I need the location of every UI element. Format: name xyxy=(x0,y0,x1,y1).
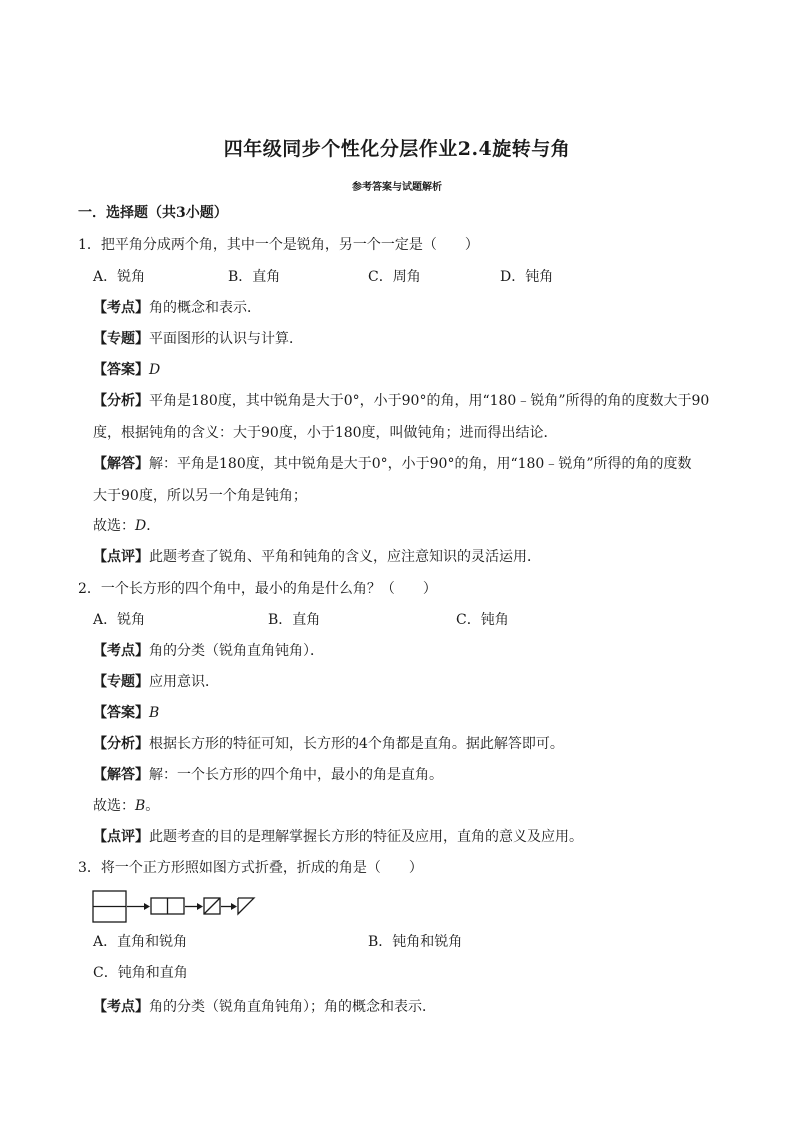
q1-fenxi xyxy=(93,391,709,411)
q1-guxuan xyxy=(93,516,160,536)
q2-option-a: A．锐角 xyxy=(93,612,146,628)
q2-fenxi-text: 根据长方形的特征可知，长方形的4个角都是直角。据此解答即可。 xyxy=(149,736,564,752)
q2-stem: 2．一个长方形的四个角中，最小的角是什么角？（ ） xyxy=(78,581,437,597)
folding-diagram xyxy=(92,890,272,924)
q2-jieda xyxy=(93,765,443,785)
q3-option-b: B．钝角和锐角 xyxy=(368,934,463,950)
section-heading: 一．选择题（共3小题） xyxy=(78,205,228,221)
q2-daan-tag: 【答案】 xyxy=(93,705,149,721)
q1-guxuan-answer: D xyxy=(135,518,147,534)
q1-daan-text: D xyxy=(149,362,161,378)
q1-option-d: D．钝角 xyxy=(500,269,554,285)
q1-option-a: A．锐角 xyxy=(93,269,146,285)
q2-dianping-tag: 【点评】 xyxy=(93,829,149,845)
q2-kaodian-text: 角的分类（锐角直角钝角）． xyxy=(149,643,324,659)
q1-jieda xyxy=(93,454,691,474)
q1-dianping xyxy=(93,547,541,567)
q2-kaodian-tag: 【考点】 xyxy=(93,643,149,659)
q1-zhuanti-tag: 【专题】 xyxy=(93,331,149,347)
q1-jieda-cont: 大于90度，所以另一个角是钝角； xyxy=(93,488,307,504)
q2-option-b: B．直角 xyxy=(268,612,321,628)
q1-option-c: C．周角 xyxy=(368,269,421,285)
q1-daan xyxy=(93,360,160,380)
arrow-icon xyxy=(221,903,237,910)
square-folded-half-figure xyxy=(93,891,126,922)
q1-jieda-text: 解：平角是180度，其中锐角是大于0°，小于90°的角，用“180﹣锐角”所得的角的度数 xyxy=(149,456,692,472)
q2-zhuanti-tag: 【专题】 xyxy=(93,674,149,690)
q1-zhuanti-text: 平面图形的认识与计算． xyxy=(149,331,303,347)
q2-dianping xyxy=(93,827,583,847)
q1-kaodian-text: 角的概念和表示． xyxy=(149,300,261,316)
q1-zhuanti xyxy=(93,329,303,349)
q2-jieda-tag: 【解答】 xyxy=(93,767,149,783)
q2-fenxi xyxy=(93,734,564,754)
q2-guxuan-label: 故选： xyxy=(93,798,135,814)
q3-kaodian-tag: 【考点】 xyxy=(93,999,149,1015)
q1-dianping-text: 此题考查了锐角、平角和钝角的含义，应注意知识的灵活运用． xyxy=(149,549,541,565)
q3-option-a: A．直角和锐角 xyxy=(93,934,188,950)
folded-triangle-figure xyxy=(238,898,254,914)
q2-zhuanti xyxy=(93,672,219,692)
arrow-icon xyxy=(185,903,203,910)
q1-fenxi-tag: 【分析】 xyxy=(93,393,149,409)
arrow-icon xyxy=(127,903,150,910)
q2-dianping-text: 此题考查的目的是理解掌握长方形的特征及应用，直角的意义及应用。 xyxy=(149,829,583,845)
q1-guxuan-end: ． xyxy=(146,518,161,534)
q2-fenxi-tag: 【分析】 xyxy=(93,736,149,752)
q2-option-c: C．钝角 xyxy=(456,612,509,628)
q3-kaodian-text: 角的分类（锐角直角钝角）；角的概念和表示． xyxy=(149,999,436,1015)
q1-kaodian-tag: 【考点】 xyxy=(93,300,149,316)
q1-stem: 1．把平角分成两个角，其中一个是锐角，另一个一定是（ ） xyxy=(78,237,479,253)
q2-daan xyxy=(93,703,159,723)
rectangle-two-squares-figure xyxy=(151,898,184,914)
q1-guxuan-label: 故选： xyxy=(93,518,135,534)
q2-guxuan xyxy=(93,796,159,816)
q3-option-c: C．钝角和直角 xyxy=(93,965,188,981)
document-subtitle: 参考答案与试题解析 xyxy=(352,182,442,193)
document-title: 四年级同步个性化分层作业2.4旋转与角 xyxy=(223,138,571,160)
q2-kaodian xyxy=(93,641,324,661)
q1-daan-tag: 【答案】 xyxy=(93,362,149,378)
q3-stem: 3．将一个正方形照如图方式折叠，折成的角是（ ） xyxy=(78,860,423,876)
q1-kaodian xyxy=(93,298,261,318)
square-with-diagonal-figure xyxy=(204,898,220,914)
q1-dianping-tag: 【点评】 xyxy=(93,549,149,565)
q2-zhuanti-text: 应用意识． xyxy=(149,674,219,690)
q1-jieda-tag: 【解答】 xyxy=(93,456,149,472)
q2-daan-text: B xyxy=(149,705,160,721)
q2-guxuan-answer: B xyxy=(135,798,146,814)
q3-kaodian xyxy=(93,997,436,1017)
q1-fenxi-text: 平角是180度，其中锐角是大于0°，小于90°的角，用“180﹣锐角”所得的角的度数大于90 xyxy=(149,393,710,409)
q1-fenxi-cont: 度，根据钝角的含义：大于90度，小于180度，叫做钝角；进而得出结论． xyxy=(93,425,558,441)
q2-guxuan-end: 。 xyxy=(145,798,160,814)
q1-option-b: B．直角 xyxy=(228,269,281,285)
q2-jieda-text: 解：一个长方形的四个角中，最小的角是直角。 xyxy=(149,767,443,783)
